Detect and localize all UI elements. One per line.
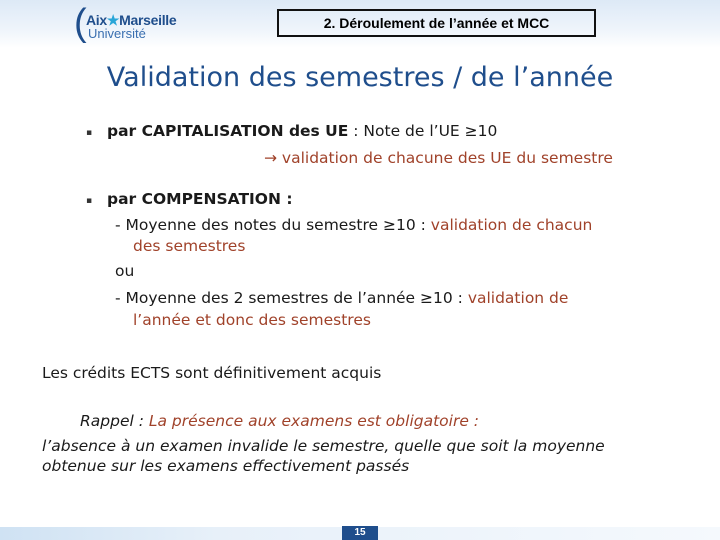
capitalisation-line	[107, 124, 497, 140]
section-title: 2. Déroulement de l’année et MCC	[277, 9, 596, 37]
capitalisation-lead: par CAPITALISATION des UE	[107, 122, 349, 140]
reminder-line-2: l’absence à un examen invalide le semestre, quelle que soit la moyenne	[42, 437, 605, 455]
bullet-icon: ▪	[86, 196, 93, 206]
compensation-lead: par COMPENSATION :	[107, 190, 293, 208]
logo-star-icon: ★	[106, 12, 120, 28]
university-logo	[74, 2, 177, 44]
reminder-line-3: obtenue sur les examens effectivement passés	[42, 457, 410, 475]
compensation-semester-line-cont: des semestres	[133, 237, 246, 255]
compensation-year-line-cont: l’année et donc des semestres	[133, 311, 371, 329]
logo-aix: Aix	[86, 12, 107, 28]
or-label: ou	[115, 262, 135, 280]
reminder-line-1: Rappel : La présence aux examens est obligatoire :	[80, 412, 480, 430]
compensation-semester-line: - Moyenne des notes du semestre ≥10 : validation de chacun	[115, 216, 593, 234]
compensation-year-line: - Moyenne des 2 semestres de l’année ≥10 : validation de	[115, 289, 569, 307]
bullet-icon: ▪	[86, 128, 93, 138]
page-number: 15	[342, 526, 378, 540]
logo-universite: Université	[88, 26, 146, 41]
capitalisation-rule: : Note de l’UE ≥10	[348, 122, 498, 140]
logo-bracket-icon: (	[74, 2, 87, 44]
capitalisation-result: → validation de chacune des UE du semestre	[264, 149, 613, 167]
ects-credits-note: Les crédits ECTS sont définitivement acquis	[42, 364, 382, 382]
logo-marseille: Marseille	[119, 12, 177, 28]
slide-title: Validation des semestres / de l’année	[106, 62, 614, 93]
